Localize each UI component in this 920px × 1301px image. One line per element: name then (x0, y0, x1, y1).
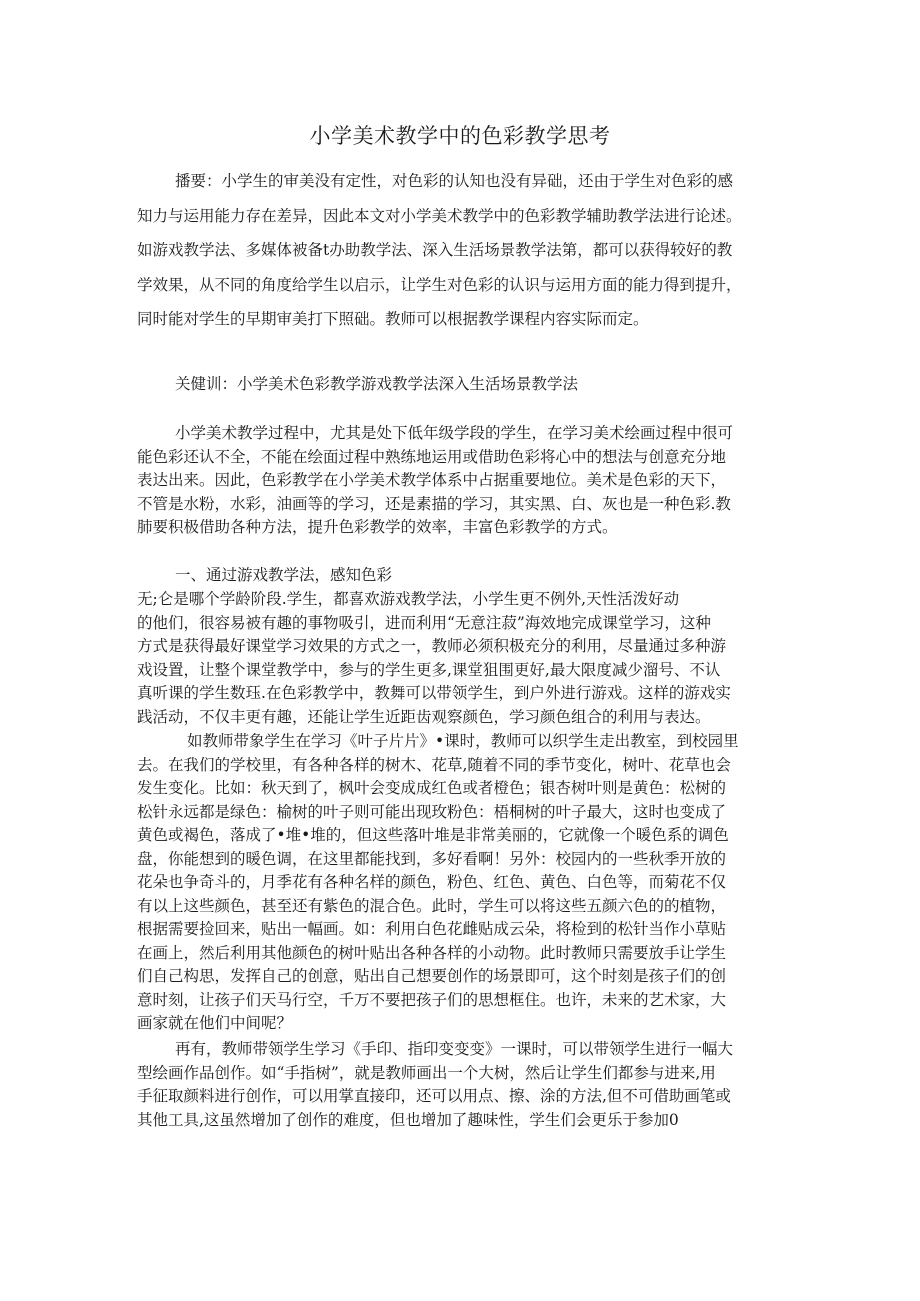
paragraph-line: 如教师带象学生在学习《叶子片片》•课时，教师可以织学生走出教室，到校园里 (187, 732, 739, 750)
abstract-line: 同时能对学生的早期审美打下照础。教师可以根据教学课程内容实际而定。 (137, 310, 649, 328)
section-heading-text: 一、通过游戏教学法，感知色彩 (175, 566, 393, 584)
paragraph-line: 画家就在他们中间呢？ (137, 1014, 293, 1032)
paragraph-line: 有以上这些颜色，甚至还有紫色的混合色。此时，学生可以将这些五颜六色的的植物， (137, 896, 727, 915)
paragraph-line: 再有，教师带领学生学习《手印、指印变变变》一课时，可以带领学生进行一幅大 (175, 1040, 734, 1058)
paragraph-line: 戏设置，让整个课堂教学中，参与的学生更多,课堂狙围更好,最大限度减少溜号、不认 (137, 660, 721, 679)
intro-paragraph (137, 426, 787, 544)
abstract-line: 如游戏教学法、多媒体被备t办助教学法、深入生活场景教学法第，都可以获得较好的教 (137, 241, 733, 259)
paragraph-line: 其他工具,这虽然增加了创作的难度，但也增加了趣味性，学生们会更乐于参加0 (137, 1110, 679, 1129)
section1-paragraph-2 (137, 734, 787, 1040)
paragraph-line: 松针永远都是绿色：榆树的叶子则可能出现玫粉色：梧桐树的叶子最大，这时也变成了 (137, 802, 727, 821)
paragraph-line: 手征取颜料进行创作，可以用掌直接印，还可以用点、擦、涂的方法,但不可借助画笔或 (137, 1087, 731, 1105)
document-title: 小学美术教学中的色彩教学思考 (309, 124, 611, 148)
abstract-line: 播要：小学生的审美没有定性，对色彩的认知也没有异础，还由于学生对色彩的感 (175, 172, 734, 190)
paragraph-line: 去。在我们的学校里，有各种各样的树木、花草,随着不同的季节变化，树叶、花草也会 (137, 755, 731, 774)
paragraph-line: 真听课的学生数珏.在色彩教学中，教舞可以带领学生，到户外进行游戏。这样的游戏实 (137, 684, 731, 702)
paragraph-line: 方式是获得最好课堂学习效果的方式之一，教师必须积极充分的利用，尽量通过多种游 (137, 637, 727, 655)
paragraph-line: 型绘画作品创作。如“手指树”，就是教师画出一个大树，然后让学生们都参与进来,用 (137, 1063, 716, 1082)
paragraph-line: 表达出来。因此，色彩教学在小学美术教学体系中占据重要地位。美术是色彩的天下， (137, 471, 727, 489)
paragraph-line: 盘，你能想到的暖色调，在这里都能找到，多好看啊！另外：校园内的一些秋季开放的 (137, 849, 727, 868)
paragraph-line: 小学美术教学过程中，尤其是处下低年级学段的学生，在学习美术绘画过程中很可 (175, 424, 734, 442)
paragraph-line: 不管是水粉，水彩，油画等的学习，还是素描的学习，其实黑、白、灰也是一种色彩.教 (137, 494, 731, 513)
section-heading (137, 568, 787, 584)
paragraph-line: 践活动，不仅丰更有趣，还能让学生近距齿观察颜色，学习颜色组合的利用与表达。 (137, 707, 711, 726)
paragraph-line: 根据需要捡回来，贴出一幅画。如：利用白色花雌贴成云朵，将检到的松针当作小草贴 (137, 920, 727, 938)
paragraph-line: 的他们，很容易被有趣的事物吸引，进而利用“无意注菽”海效地完成课堂学习，这种 (137, 613, 711, 632)
paragraph-line: 花朵也争奇斗的，月季花有各种名样的颜色，粉色、红色、黄色、白色等，而菊花不仅 (137, 873, 727, 891)
paragraph-line: 意时刻，让孩子们天马行空，千万不要把孩子们的思想框住。也许，未来的艺术家，大 (137, 990, 727, 1009)
abstract-line: 知力与运用能力存在差异，因此本文对小学美术教学中的色彩教学辅助教学法进行论述。 (137, 206, 742, 225)
keywords-line: 关健训：小学美术色彩教学游戏教学法深入生活场景教学法 (175, 375, 579, 393)
keywords (137, 377, 787, 393)
section1-paragraph-3 (137, 1042, 787, 1136)
paragraph-line: 黄色或褐色，落成了•堆•堆的，但这些落叶堆是非常美丽的，它就像一个暖色系的调色 (137, 826, 729, 844)
paragraph-line: 发生变化。比如：秋天到了，枫叶会变成成红色或者橙色；银杏树叶则是黄色：松树的 (137, 779, 727, 797)
section1-paragraph-1 (137, 592, 787, 733)
paragraph-line: 能色彩还认不全，不能在绘面过程中熟练地运用或借助色彩将心中的想法与创意充分地 (137, 447, 727, 466)
paragraph-line: 们自己构思，发挥自己的创意，贴出自己想要创作的场景即可，这个时刻是孩子们的创 (137, 967, 727, 985)
paragraph-line: 在画上，然后利用其他颜色的树叶贴出各种各样的小动物。此时教师只需要放手让学生 (137, 943, 727, 962)
paragraph-line: 无;仑是哪个学龄阶段.学生，都喜欢游戏教学法，小学生更不例外,天性活泼好动 (137, 590, 680, 608)
abstract (137, 174, 787, 347)
paragraph-line: 肺要积极借助各种方法，提升色彩教学的效率，丰富色彩教学的方式。 (137, 518, 618, 536)
abstract-line: 学效果，从不同的角度给学生以启示，让学生对色彩的认识与运用方面的能力得到提升， (137, 275, 742, 294)
